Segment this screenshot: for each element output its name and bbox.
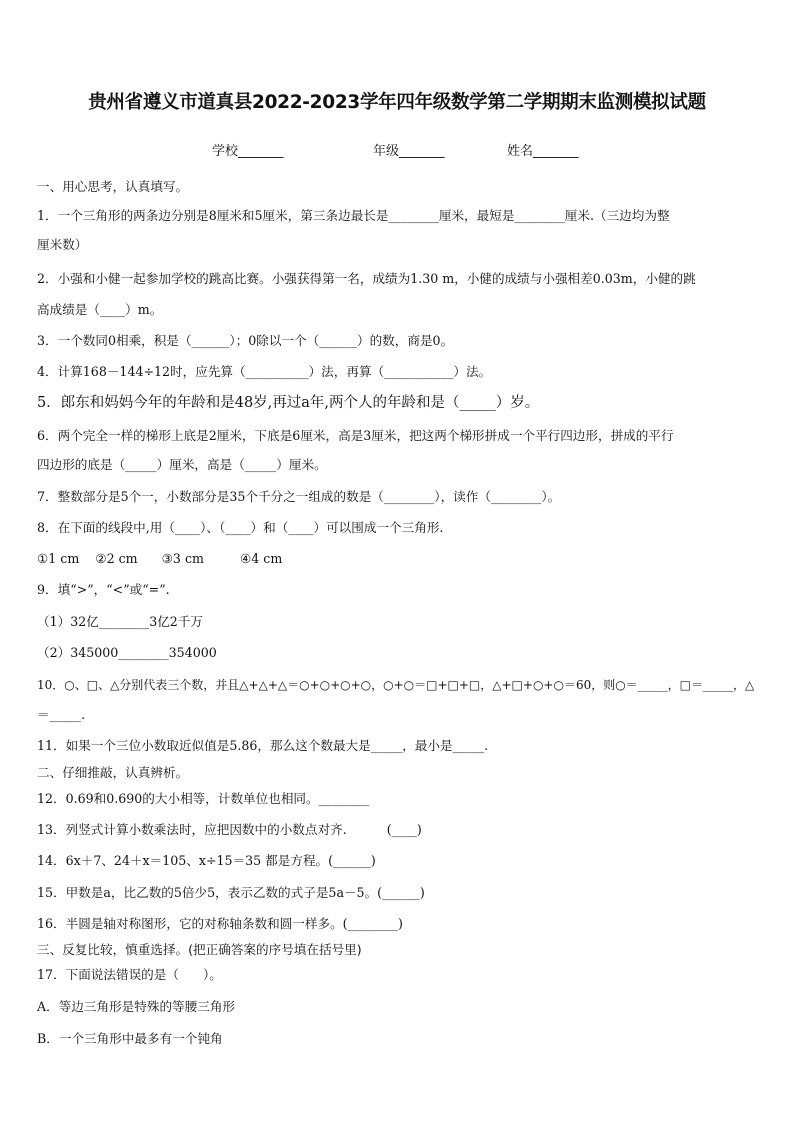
question-line: 9．填“>”，“<”或“=”.	[37, 582, 170, 597]
question-line: 四边形的底是（_____）厘米，高是（_____）厘米。	[37, 457, 327, 472]
section-heading: 三、反复比较，慎重选择。(把正确答案的序号填在括号里)	[37, 942, 362, 957]
option-b: B．一个三角形中最多有一个钝角	[37, 1031, 223, 1046]
school-field: 学校_______	[212, 144, 284, 159]
question-line: 3．一个数同0相乘，积是（______）；0除以一个（______）的数，商是0。	[37, 333, 454, 348]
question-line: 2．小强和小健一起参加学校的跳高比赛。小强获得第一名，成绩为1.30 m，小健的成绩与小强相差0.03m，小健的跳	[37, 271, 696, 286]
question-line: 14．6x＋7、24＋x＝105、x÷15＝35 都是方程。(______)	[37, 853, 376, 868]
question-line: （2）345000________354000	[37, 645, 217, 660]
question-line: 13．列竖式计算小数乘法时，应把因数中的小数点对齐. (____)	[37, 822, 422, 837]
question-line: 8．在下面的线段中,用（____）、（____）和（____）可以围成一个三角形.	[37, 520, 444, 535]
question-line: 1．一个三角形的两条边分别是8厘米和5厘米，第三条边最长是________厘米，最短是________厘米.（三边均为整	[37, 208, 670, 223]
question-line: 15．甲数是a，比乙数的5倍少5，表示乙数的式子是5a－5。(______)	[37, 885, 425, 900]
question-line: 16．半圆是轴对称图形，它的对称轴条数和圆一样多。(________)	[37, 916, 403, 931]
question-line: 12．0.69和0.690的大小相等，计数单位也相同。________	[37, 791, 369, 806]
question-line: 7．整数部分是5个一，小数部分是35个千分之一组成的数是（________），读作（________）。	[37, 489, 561, 504]
question-line: （1）32亿________3亿2千万	[37, 614, 204, 629]
section-heading: 二、仔细推敲，认真辨析。	[37, 765, 189, 780]
answer-options: ①1 cm ②2 cm ③3 cm ④4 cm	[37, 551, 283, 566]
option-a: A．等边三角形是特殊的等腰三角形	[37, 999, 236, 1014]
question-line: 17．下面说法错误的是（ ）。	[37, 967, 222, 982]
question-line: 10．○、□、△分别代表三个数，并且△+△+△＝○+○+○+○，○+○＝□+□+□，△+□+○+○＝60，则○＝_____，□＝_____，△	[37, 678, 755, 692]
page-title: 贵州省遵义市道真县2022-2023学年四年级数学第二学期期末监测模拟试题	[88, 92, 706, 113]
question-line: 4．计算168－144÷12时，应先算（__________）法，再算（___________）法。	[37, 364, 492, 379]
question-line: 厘米数）	[37, 237, 88, 252]
grade-field: 年级_______	[373, 144, 445, 159]
question-line: 11．如果一个三位小数取近似值是5.86，那么这个数最大是_____，最小是_____.	[37, 738, 489, 753]
question-line: 5．郎东和妈妈今年的年龄和是48岁,再过a年,两个人的年龄和是（_____）岁。	[37, 395, 540, 411]
name-field: 姓名_______	[507, 144, 579, 159]
question-line: ＝_____.	[37, 707, 86, 722]
question-line: 6．两个完全一样的梯形上底是2厘米，下底是6厘米，高是3厘米，把这两个梯形拼成一个平行四边形，拼成的平行	[37, 428, 674, 443]
question-line: 高成绩是（____）m。	[37, 302, 163, 317]
section-heading: 一、用心思考，认真填写。	[37, 179, 189, 194]
